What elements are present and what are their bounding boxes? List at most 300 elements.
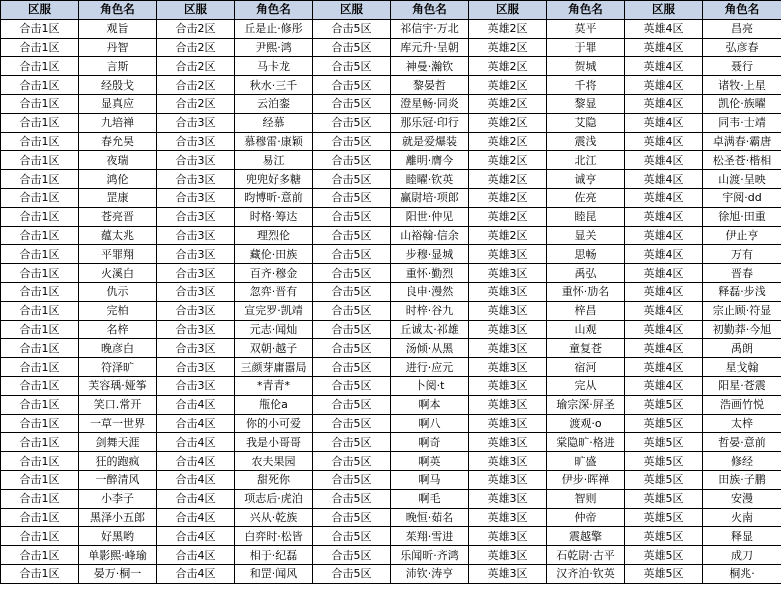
server-cell: 合击4区 <box>157 395 235 414</box>
character-name-cell: 浩画竹悦 <box>703 395 781 414</box>
character-name-cell: 百齐·穆金 <box>235 264 313 283</box>
character-name-cell: 芙容瑀·娅筝 <box>79 376 157 395</box>
character-name-cell: 阳世·仲见 <box>391 207 469 226</box>
character-name-cell: 聂行 <box>703 57 781 76</box>
table-row <box>1 207 781 226</box>
character-name-cell: 笑口.常开 <box>79 395 157 414</box>
character-name-cell: 进行·应元 <box>391 358 469 377</box>
table-row <box>1 151 781 170</box>
character-name-cell: 宿河 <box>547 358 625 377</box>
character-name-cell: 田族·子鹏 <box>703 470 781 489</box>
character-name-cell: 重怀·勤烈 <box>391 264 469 283</box>
character-name-cell: 时梓·谷九 <box>391 301 469 320</box>
header-server: 区服 <box>1 1 79 20</box>
character-name-cell: 你的小可爱 <box>235 414 313 433</box>
server-cell: 合击1区 <box>1 207 79 226</box>
character-name-cell: 诸牧·上星 <box>703 76 781 95</box>
server-cell: 英雄3区 <box>469 489 547 508</box>
server-cell: 英雄3区 <box>469 546 547 565</box>
server-cell: 英雄5区 <box>625 564 703 583</box>
server-cell: 英雄4区 <box>625 376 703 395</box>
server-cell: 英雄3区 <box>469 245 547 264</box>
server-cell: 英雄2区 <box>469 151 547 170</box>
character-name-cell: 云泊銮 <box>235 94 313 113</box>
table-row <box>1 264 781 283</box>
character-name-cell: 小李子 <box>79 489 157 508</box>
server-cell: 合击2区 <box>157 38 235 57</box>
character-name-cell: 甁伦a <box>235 395 313 414</box>
character-name-cell: 晋春 <box>703 264 781 283</box>
table-row <box>1 433 781 452</box>
server-cell: 英雄4区 <box>625 245 703 264</box>
character-name-cell: 禹弘 <box>547 264 625 283</box>
character-name-cell: 易江 <box>235 151 313 170</box>
server-cell: 合击5区 <box>313 94 391 113</box>
server-cell: 合击1区 <box>1 546 79 565</box>
server-cell: 合击5区 <box>313 527 391 546</box>
character-name-cell: 徐旭·田重 <box>703 207 781 226</box>
server-cell: 合击4区 <box>157 470 235 489</box>
server-cell: 合击3区 <box>157 339 235 358</box>
character-name-cell: 汤倾·从黑 <box>391 339 469 358</box>
server-cell: 英雄4区 <box>625 113 703 132</box>
table-row <box>1 282 781 301</box>
character-name-cell: 九培禅 <box>79 113 157 132</box>
server-cell: 英雄4区 <box>625 358 703 377</box>
character-name-cell: 禹朗 <box>703 339 781 358</box>
server-cell: 英雄4区 <box>625 19 703 38</box>
table-row <box>1 489 781 508</box>
server-cell: 合击1区 <box>1 414 79 433</box>
character-name-cell: 伊止亨 <box>703 226 781 245</box>
character-name-cell: 卜阅·t <box>391 376 469 395</box>
character-name-cell: 良申·漫然 <box>391 282 469 301</box>
server-cell: 合击1区 <box>1 489 79 508</box>
character-name-cell: 茱翔·雪进 <box>391 527 469 546</box>
character-name-cell: 仲帝 <box>547 508 625 527</box>
table-row <box>1 564 781 583</box>
character-name-cell: 卓满春·霸唐 <box>703 132 781 151</box>
character-name-cell: 库元升·呈朝 <box>391 38 469 57</box>
server-cell: 英雄5区 <box>625 452 703 471</box>
character-name-cell: 澄星畅·同炎 <box>391 94 469 113</box>
character-name-cell: 安漫 <box>703 489 781 508</box>
character-name-cell: 黑泽小五郎 <box>79 508 157 527</box>
server-cell: 英雄3区 <box>469 433 547 452</box>
header-character-name: 角色名 <box>235 1 313 20</box>
character-name-cell: 修经 <box>703 452 781 471</box>
character-name-cell: 项志后·虎泊 <box>235 489 313 508</box>
character-name-cell: 離明·膺今 <box>391 151 469 170</box>
character-name-cell: 成刀 <box>703 546 781 565</box>
server-cell: 合击4区 <box>157 508 235 527</box>
header-character-name: 角色名 <box>79 1 157 20</box>
server-cell: 合击5区 <box>313 546 391 565</box>
character-name-cell: 就是爱爆装 <box>391 132 469 151</box>
character-name-cell: 同韦·士靖 <box>703 113 781 132</box>
character-name-cell: 黎晏哲 <box>391 76 469 95</box>
table-body <box>1 19 781 583</box>
character-name-cell: 童复苍 <box>547 339 625 358</box>
server-cell: 合击3区 <box>157 320 235 339</box>
character-name-cell: 蕴太兆 <box>79 226 157 245</box>
server-cell: 合击5区 <box>313 245 391 264</box>
character-name-cell: 宇阅·dd <box>703 188 781 207</box>
header-server: 区服 <box>157 1 235 20</box>
character-name-cell: 兜兜好多糖 <box>235 170 313 189</box>
character-name-cell: 山观 <box>547 320 625 339</box>
server-cell: 英雄3区 <box>469 320 547 339</box>
character-name-cell: 松圣苍·楷相 <box>703 151 781 170</box>
character-name-cell: 晚彦白 <box>79 339 157 358</box>
character-name-cell: 啊八 <box>391 414 469 433</box>
server-cell: 合击1区 <box>1 19 79 38</box>
character-name-cell: 观旨 <box>79 19 157 38</box>
character-name-cell: 完从 <box>547 376 625 395</box>
character-name-cell: 啊毛 <box>391 489 469 508</box>
character-name-cell: 忽弈·晋有 <box>235 282 313 301</box>
server-cell: 英雄4区 <box>625 264 703 283</box>
server-cell: 合击4区 <box>157 433 235 452</box>
character-name-cell: 震越擎 <box>547 527 625 546</box>
server-cell: 合击5区 <box>313 470 391 489</box>
character-name-cell: 山渡·呈映 <box>703 170 781 189</box>
server-cell: 英雄4区 <box>625 151 703 170</box>
server-cell: 合击5区 <box>313 264 391 283</box>
character-name-cell: 步穆·显城 <box>391 245 469 264</box>
table-row <box>1 226 781 245</box>
character-name-cell: 狂的跑疯 <box>79 452 157 471</box>
character-name-cell: 罡康 <box>79 188 157 207</box>
character-name-cell: 梓昌 <box>547 301 625 320</box>
server-cell: 合击1区 <box>1 57 79 76</box>
character-name-cell: 慕穆雷·康颖 <box>235 132 313 151</box>
character-name-cell: 赢尉培·项郎 <box>391 188 469 207</box>
header-row <box>1 1 781 20</box>
character-name-cell: 双朝·越子 <box>235 339 313 358</box>
character-name-cell: 藏伦·田族 <box>235 245 313 264</box>
character-name-cell: 思畅 <box>547 245 625 264</box>
server-cell: 合击1区 <box>1 452 79 471</box>
server-cell: 合击3区 <box>157 264 235 283</box>
character-name-cell: 剑舞天涯 <box>79 433 157 452</box>
character-name-cell: 于罪 <box>547 38 625 57</box>
server-cell: 合击4区 <box>157 489 235 508</box>
table-row <box>1 132 781 151</box>
table-row <box>1 470 781 489</box>
character-name-cell: 艾隐 <box>547 113 625 132</box>
character-name-cell: 啊奇 <box>391 433 469 452</box>
character-name-cell: 经慕 <box>235 113 313 132</box>
server-cell: 英雄3区 <box>469 564 547 583</box>
character-name-cell: 秋水·三千 <box>235 76 313 95</box>
server-cell: 合击5区 <box>313 38 391 57</box>
character-name-cell: 春允昊 <box>79 132 157 151</box>
server-cell: 英雄4区 <box>625 320 703 339</box>
table-row <box>1 301 781 320</box>
server-cell: 英雄5区 <box>625 489 703 508</box>
server-cell: 英雄4区 <box>625 282 703 301</box>
server-cell: 英雄3区 <box>469 358 547 377</box>
character-name-cell: 啊本 <box>391 395 469 414</box>
character-name-cell: 啊马 <box>391 470 469 489</box>
server-cell: 英雄5区 <box>625 508 703 527</box>
table-row <box>1 358 781 377</box>
character-name-cell: 兴从·乾族 <box>235 508 313 527</box>
server-cell: 合击1区 <box>1 564 79 583</box>
server-cell: 英雄5区 <box>625 527 703 546</box>
server-cell: 合击1区 <box>1 358 79 377</box>
character-name-cell: 我是小哥哥 <box>235 433 313 452</box>
server-cell: 合击4区 <box>157 546 235 565</box>
server-cell: 合击5区 <box>313 452 391 471</box>
server-cell: 合击5区 <box>313 358 391 377</box>
server-cell: 英雄4区 <box>625 94 703 113</box>
character-name-cell: 贺城 <box>547 57 625 76</box>
character-name-cell: 晏万·桐一 <box>79 564 157 583</box>
server-cell: 合击5区 <box>313 301 391 320</box>
server-cell: 英雄3区 <box>469 508 547 527</box>
server-cell: 英雄3区 <box>469 376 547 395</box>
server-cell: 合击1区 <box>1 188 79 207</box>
table-row <box>1 188 781 207</box>
header-character-name: 角色名 <box>547 1 625 20</box>
character-name-cell: 昀博昕·意前 <box>235 188 313 207</box>
character-name-cell: 丹智 <box>79 38 157 57</box>
character-name-cell: 啊英 <box>391 452 469 471</box>
server-cell: 合击3区 <box>157 207 235 226</box>
character-name-cell: 棠隐旷·格进 <box>547 433 625 452</box>
character-name-cell: 太梓 <box>703 414 781 433</box>
server-cell: 合击5区 <box>313 339 391 358</box>
character-name-cell: 万有 <box>703 245 781 264</box>
server-cell: 合击3区 <box>157 113 235 132</box>
table-row <box>1 38 781 57</box>
server-cell: 合击1区 <box>1 113 79 132</box>
character-name-cell: 睦昆 <box>547 207 625 226</box>
character-name-cell: 尹熙·鸿 <box>235 38 313 57</box>
character-name-cell: 宣完罗·凯靖 <box>235 301 313 320</box>
character-name-cell: 释显 <box>703 527 781 546</box>
character-name-cell: 祁信宇·万北 <box>391 19 469 38</box>
character-name-cell: 神曼·瀚钦 <box>391 57 469 76</box>
server-cell: 合击5区 <box>313 489 391 508</box>
character-name-cell: 丘诚太·祁雄 <box>391 320 469 339</box>
character-name-cell: 渡观·o <box>547 414 625 433</box>
server-cell: 合击5区 <box>313 226 391 245</box>
server-cell: 英雄4区 <box>625 226 703 245</box>
server-cell: 合击5区 <box>313 508 391 527</box>
server-cell: 合击1区 <box>1 433 79 452</box>
server-cell: 英雄2区 <box>469 57 547 76</box>
table-row <box>1 339 781 358</box>
server-cell: 合击3区 <box>157 226 235 245</box>
server-cell: 合击1区 <box>1 245 79 264</box>
server-cell: 英雄4区 <box>625 170 703 189</box>
character-name-cell: 名梓 <box>79 320 157 339</box>
server-cell: 合击1区 <box>1 470 79 489</box>
character-name-cell: 千将 <box>547 76 625 95</box>
server-cell: 英雄4区 <box>625 57 703 76</box>
server-cell: 合击1区 <box>1 38 79 57</box>
server-cell: 英雄2区 <box>469 170 547 189</box>
character-name-cell: 黎显 <box>547 94 625 113</box>
server-cell: 合击1区 <box>1 226 79 245</box>
character-name-cell: 夜瑞 <box>79 151 157 170</box>
server-cell: 英雄3区 <box>469 339 547 358</box>
character-name-cell: 马卡龙 <box>235 57 313 76</box>
character-name-cell: 火溪白 <box>79 264 157 283</box>
server-cell: 英雄3区 <box>469 264 547 283</box>
server-cell: 英雄3区 <box>469 414 547 433</box>
character-name-cell: 完柏 <box>79 301 157 320</box>
server-cell: 合击3区 <box>157 151 235 170</box>
table-row <box>1 245 781 264</box>
server-cell: 英雄3区 <box>469 395 547 414</box>
server-cell: 英雄3区 <box>469 527 547 546</box>
table-row <box>1 320 781 339</box>
table-row <box>1 395 781 414</box>
character-name-cell: 符泽旷 <box>79 358 157 377</box>
character-name-cell: 三颜芽庸嚣局 <box>235 358 313 377</box>
character-name-cell: 伊步·晖禅 <box>547 470 625 489</box>
server-cell: 英雄5区 <box>625 546 703 565</box>
server-cell: 合击5区 <box>313 414 391 433</box>
server-cell: 英雄2区 <box>469 94 547 113</box>
table-row <box>1 527 781 546</box>
character-name-cell: 莫平 <box>547 19 625 38</box>
character-name-cell: 鸿伦 <box>79 170 157 189</box>
character-name-cell: 宗止顾·符显 <box>703 301 781 320</box>
server-cell: 合击1区 <box>1 527 79 546</box>
server-cell: 合击5区 <box>313 151 391 170</box>
character-name-cell: 弘彦春 <box>703 38 781 57</box>
server-cell: 英雄2区 <box>469 207 547 226</box>
table-row <box>1 452 781 471</box>
server-cell: 合击1区 <box>1 76 79 95</box>
server-cell: 英雄4区 <box>625 339 703 358</box>
table-row <box>1 546 781 565</box>
server-cell: 合击1区 <box>1 170 79 189</box>
server-cell: 合击4区 <box>157 414 235 433</box>
server-cell: 合击1区 <box>1 508 79 527</box>
server-cell: 英雄2区 <box>469 38 547 57</box>
character-name-cell: 石乾尉·古平 <box>547 546 625 565</box>
server-cell: 合击3区 <box>157 170 235 189</box>
server-cell: 合击1区 <box>1 151 79 170</box>
server-cell: 合击1区 <box>1 94 79 113</box>
server-cell: 合击5区 <box>313 113 391 132</box>
server-cell: 合击3区 <box>157 301 235 320</box>
server-cell: 英雄5区 <box>625 433 703 452</box>
server-cell: 合击5区 <box>313 395 391 414</box>
table-row <box>1 57 781 76</box>
server-cell: 合击1区 <box>1 339 79 358</box>
table-row <box>1 94 781 113</box>
server-cell: 英雄2区 <box>469 113 547 132</box>
character-name-cell: 相于·纪磊 <box>235 546 313 565</box>
server-cell: 合击1区 <box>1 376 79 395</box>
character-name-cell: 一醉清风 <box>79 470 157 489</box>
server-cell: 英雄2区 <box>469 188 547 207</box>
server-cell: 合击5区 <box>313 433 391 452</box>
table-row <box>1 170 781 189</box>
character-name-cell: 山裕翰·信余 <box>391 226 469 245</box>
character-name-cell: 汉齐泊·钦英 <box>547 564 625 583</box>
character-name-cell: 经殷戈 <box>79 76 157 95</box>
header-server: 区服 <box>469 1 547 20</box>
server-cell: 英雄2区 <box>469 76 547 95</box>
server-cell: 合击4区 <box>157 564 235 583</box>
table-row <box>1 76 781 95</box>
character-name-cell: 沛钦·涛亨 <box>391 564 469 583</box>
server-cell: 合击3区 <box>157 282 235 301</box>
server-cell: 英雄3区 <box>469 452 547 471</box>
header-character-name: 角色名 <box>703 1 781 20</box>
table-row <box>1 376 781 395</box>
server-cell: 合击4区 <box>157 527 235 546</box>
character-name-cell: 凯伦·族曜 <box>703 94 781 113</box>
character-name-cell: 初勤莽·今旭 <box>703 320 781 339</box>
character-name-cell: *青青* <box>235 376 313 395</box>
table-row <box>1 414 781 433</box>
character-name-cell: 诚亨 <box>547 170 625 189</box>
server-cell: 合击1区 <box>1 264 79 283</box>
character-name-cell: 桐兆· <box>703 564 781 583</box>
server-cell: 合击5区 <box>313 282 391 301</box>
server-cell: 合击5区 <box>313 320 391 339</box>
server-cell: 合击5区 <box>313 188 391 207</box>
header-server: 区服 <box>313 1 391 20</box>
character-name-cell: 释磊·步浅 <box>703 282 781 301</box>
character-name-cell: 仇示 <box>79 282 157 301</box>
character-name-cell: 元志·闻灿 <box>235 320 313 339</box>
server-cell: 英雄4区 <box>625 207 703 226</box>
server-cell: 合击5区 <box>313 564 391 583</box>
server-cell: 英雄4区 <box>625 301 703 320</box>
character-name-cell: 旷盛 <box>547 452 625 471</box>
server-cell: 合击5区 <box>313 19 391 38</box>
server-cell: 英雄5区 <box>625 470 703 489</box>
character-name-cell: 单影熙·峰瑜 <box>79 546 157 565</box>
server-cell: 合击5区 <box>313 170 391 189</box>
character-name-cell: 乐闻昕·齐鸿 <box>391 546 469 565</box>
character-name-cell: 北江 <box>547 151 625 170</box>
server-cell: 合击2区 <box>157 76 235 95</box>
character-name-cell: 瑜宗深·屏圣 <box>547 395 625 414</box>
character-name-cell: 显真应 <box>79 94 157 113</box>
character-name-cell: 苍亮晋 <box>79 207 157 226</box>
server-cell: 英雄4区 <box>625 188 703 207</box>
server-cell: 合击1区 <box>1 395 79 414</box>
server-cell: 合击2区 <box>157 57 235 76</box>
character-name-cell: 和罡·闻风 <box>235 564 313 583</box>
character-name-cell: 言斯 <box>79 57 157 76</box>
table-row <box>1 113 781 132</box>
character-name-cell: 佐亮 <box>547 188 625 207</box>
server-cell: 合击5区 <box>313 207 391 226</box>
character-name-cell: 火南 <box>703 508 781 527</box>
character-name-cell: 阳星·苍震 <box>703 376 781 395</box>
server-cell: 英雄4区 <box>625 38 703 57</box>
character-name-cell: 白弈时·松皆 <box>235 527 313 546</box>
server-cell: 合击3区 <box>157 245 235 264</box>
server-cell: 英雄2区 <box>469 132 547 151</box>
server-cell: 合击5区 <box>313 76 391 95</box>
character-name-cell: 震浅 <box>547 132 625 151</box>
character-name-cell: 甜死你 <box>235 470 313 489</box>
server-cell: 合击1区 <box>1 132 79 151</box>
